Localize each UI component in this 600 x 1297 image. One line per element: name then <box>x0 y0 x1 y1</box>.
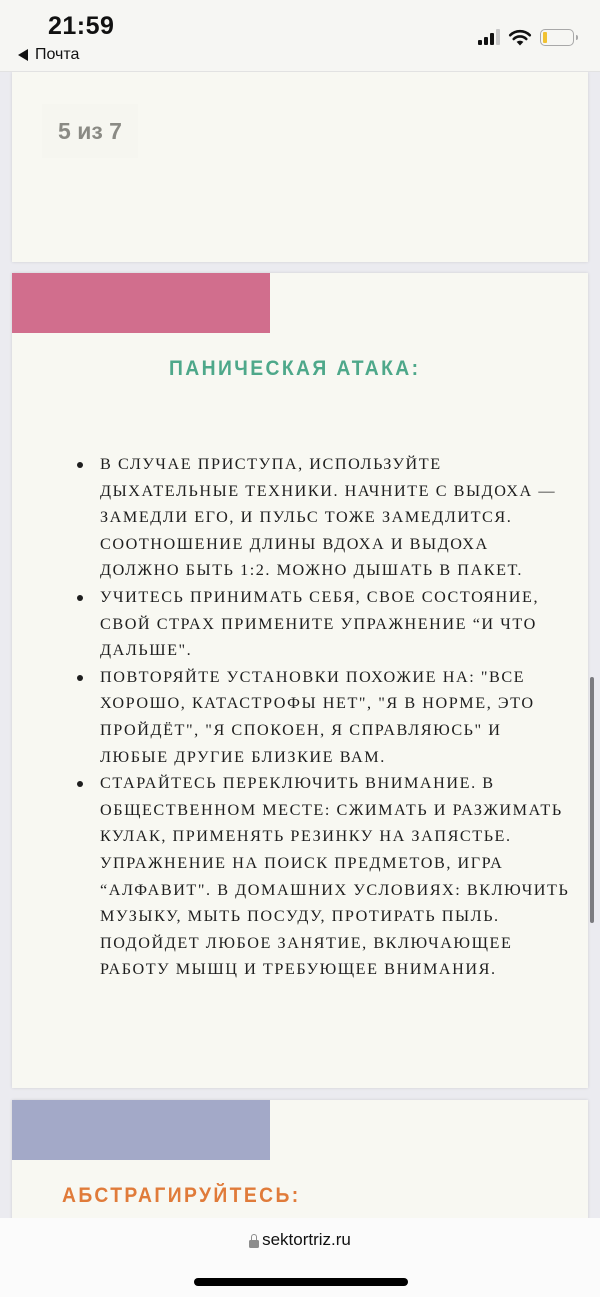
tips-list <box>70 451 570 983</box>
list-item: ПОВТОРЯЙТЕ УСТАНОВКИ ПОХОЖИЕ НА: "ВСЕ ХОРОШО, КАТАСТРОФЫ НЕТ", "Я В НОРМЕ, ЭТО ПРОЙДЁТ", "Я СПОКОЕН, Я СПРАВЛЯЮСЬ" И ЛЮБЫЕ ДРУГИЕ БЛИЗКИЕ ВАМ. <box>70 664 570 770</box>
list-item: СТАРАЙТЕСЬ ПЕРЕКЛЮЧИТЬ ВНИМАНИЕ. В ОБЩЕСТВЕННОМ МЕСТЕ: СЖИМАТЬ И РАЗЖИМАТЬ КУЛАК, ПРИМЕНЯТЬ РЕЗИНКУ НА ЗАПЯСТЬЕ. УПРАЖНЕНИЕ НА ПОИСК ПРЕДМЕТОВ, ИГРА “АЛФАВИТ". В ДОМАШНИХ УСЛОВИЯХ: ВКЛЮЧИТЬ МУЗЫКУ, МЫТЬ ПОСУДУ, ПРОТИРАТЬ ПЫЛЬ. ПОДОЙДЕТ ЛЮБОЕ ЗАНЯТИЕ, ВКЛЮЧАЮЩЕЕ РАБОТУ МЫШЦ И ТРЕБУЮЩЕЕ ВНИМАНИЯ. <box>70 770 570 983</box>
browser-bottom-bar <box>0 1218 600 1297</box>
accent-bar <box>12 1100 270 1160</box>
cellular-signal-icon <box>478 29 500 45</box>
slide-counter-card <box>12 72 588 262</box>
panic-attack-card <box>12 273 588 1088</box>
home-indicator[interactable] <box>194 1278 408 1286</box>
page-scrollbar[interactable] <box>590 677 594 923</box>
battery-level <box>543 32 547 43</box>
status-bar <box>0 0 600 72</box>
list-item: В СЛУЧАЕ ПРИСТУПА, ИСПОЛЬЗУЙТЕ ДЫХАТЕЛЬНЫЕ ТЕХНИКИ. НАЧНИТЕ С ВЫДОХА — ЗАМЕДЛИ ЕГО, И ПУЛЬС ТОЖЕ ЗАМЕДЛИТСЯ. СООТНОШЕНИЕ ДЛИНЫ ВДОХА И ВЫДОХА ДОЛЖНО БЫТЬ 1:2. МОЖНО ДЫШАТЬ В ПАКЕТ. <box>70 451 570 584</box>
clock: 21:59 <box>48 12 115 40</box>
status-icons <box>478 28 574 46</box>
list-item: УЧИТЕСЬ ПРИНИМАТЬ СЕБЯ, СВОЕ СОСТОЯНИЕ, СВОЙ СТРАХ ПРИМЕНИТЕ УПРАЖНЕНИЕ “И ЧТО ДАЛЬШЕ". <box>70 584 570 664</box>
back-arrow-icon <box>18 49 28 61</box>
back-label: Почта <box>35 46 80 63</box>
lock-icon <box>249 1234 259 1248</box>
back-to-mail-button[interactable] <box>18 46 79 64</box>
section-title: АБСТРАГИРУЙТЕСЬ: <box>62 1184 301 1207</box>
url-text: sektortriz.ru <box>262 1230 351 1249</box>
accent-bar <box>12 273 270 333</box>
battery-icon <box>540 29 574 46</box>
address-bar[interactable] <box>0 1230 600 1250</box>
section-title: ПАНИЧЕСКАЯ АТАКА: <box>169 357 421 380</box>
slide-counter: 5 из 7 <box>42 104 138 158</box>
wifi-icon <box>508 28 532 46</box>
